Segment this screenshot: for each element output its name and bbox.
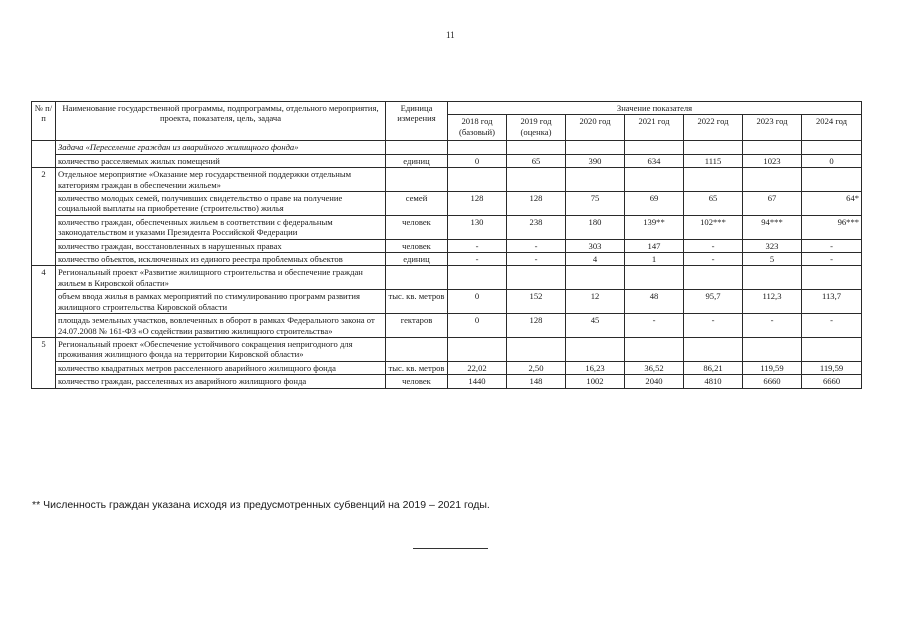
task-row — [32, 141, 862, 154]
value-cell: - — [507, 239, 566, 252]
value-cell: - — [684, 239, 743, 252]
value-cell: 45 — [566, 314, 625, 338]
value-cell: - — [743, 314, 802, 338]
value-cell: 67 — [743, 192, 802, 216]
value-cell: - — [802, 314, 862, 338]
indicator-unit: человек — [386, 239, 448, 252]
value-cell: 0 — [448, 290, 507, 314]
value-cell: 36,52 — [625, 361, 684, 374]
value-cell: 390 — [566, 154, 625, 167]
value-cell: 94*** — [743, 215, 802, 239]
header-values: Значение показателя — [448, 102, 862, 115]
indicator-name: площадь земельных участков, вовлеченных в оборот в рамках Федерального закона от 24.07.2008 № 161-ФЗ «О содействии развитию жилищного строительства» — [56, 314, 386, 338]
section-row — [32, 337, 862, 361]
indicator-name: количество расселяемых жилых помещений — [56, 154, 386, 167]
header-row-1 — [32, 102, 862, 115]
task-header: Задача «Переселение граждан из аварийного жилищного фонда» — [56, 141, 386, 154]
table-row — [32, 361, 862, 374]
table-row — [32, 192, 862, 216]
value-cell: 128 — [507, 314, 566, 338]
table-row — [32, 215, 862, 239]
value-cell: 0 — [448, 154, 507, 167]
value-cell: 1002 — [566, 375, 625, 388]
table-row — [32, 154, 862, 167]
header-year: 2024 год — [802, 115, 862, 141]
section-number: 5 — [32, 337, 56, 388]
indicator-unit: человек — [386, 375, 448, 388]
value-cell: - — [684, 253, 743, 266]
indicator-unit: гектаров — [386, 314, 448, 338]
value-cell: - — [507, 253, 566, 266]
table-row — [32, 239, 862, 252]
value-cell: 65 — [507, 154, 566, 167]
indicator-unit: человек — [386, 215, 448, 239]
indicator-name: количество граждан, расселенных из аварийного жилищного фонда — [56, 375, 386, 388]
section-number: 4 — [32, 266, 56, 337]
indicator-unit: единиц — [386, 253, 448, 266]
value-cell: 4810 — [684, 375, 743, 388]
indicator-name: объем ввода жилья в рамках мероприятий по стимулированию программ развития жилищного строительства Кировской области — [56, 290, 386, 314]
indicator-table — [31, 101, 862, 389]
value-cell: 119,59 — [802, 361, 862, 374]
value-cell: 1 — [625, 253, 684, 266]
header-year: 2022 год — [684, 115, 743, 141]
value-cell: 6660 — [743, 375, 802, 388]
value-cell: 2,50 — [507, 361, 566, 374]
table-row — [32, 314, 862, 338]
value-cell: 1023 — [743, 154, 802, 167]
value-cell: 0 — [802, 154, 862, 167]
value-cell: 147 — [625, 239, 684, 252]
value-cell: 238 — [507, 215, 566, 239]
section-number: 2 — [32, 168, 56, 266]
value-cell: 86,21 — [684, 361, 743, 374]
table-row — [32, 290, 862, 314]
value-cell: 69 — [625, 192, 684, 216]
value-cell: - — [448, 253, 507, 266]
header-year: 2018 год (базовый) — [448, 115, 507, 141]
value-cell: 48 — [625, 290, 684, 314]
value-cell: 148 — [507, 375, 566, 388]
value-cell: 0 — [448, 314, 507, 338]
page-number: 11 — [446, 30, 455, 40]
value-cell: 65 — [684, 192, 743, 216]
value-cell: 16,23 — [566, 361, 625, 374]
table-row — [32, 375, 862, 388]
value-cell: 5 — [743, 253, 802, 266]
value-cell: - — [802, 239, 862, 252]
value-cell: 6660 — [802, 375, 862, 388]
value-cell: 4 — [566, 253, 625, 266]
value-cell: 96*** — [802, 215, 862, 239]
value-cell: 75 — [566, 192, 625, 216]
section-name: Региональный проект «Обеспечение устойчивого сокращения непригодного для проживания жилищного фонда на территории Кировской области» — [56, 337, 386, 361]
header-year: 2023 год — [743, 115, 802, 141]
header-year: 2019 год (оценка) — [507, 115, 566, 141]
value-cell: 119,59 — [743, 361, 802, 374]
indicator-name: количество квадратных метров расселенного аварийного жилищного фонда — [56, 361, 386, 374]
section-name: Региональный проект «Развитие жилищного строительства и обеспечение граждан жильем в Кировской области» — [56, 266, 386, 290]
indicator-unit: тыс. кв. метров — [386, 361, 448, 374]
value-cell: 180 — [566, 215, 625, 239]
value-cell: 303 — [566, 239, 625, 252]
section-row — [32, 266, 862, 290]
header-name: Наименование государственной программы, подпрограммы, отдельного мероприятия, проекта, показателя, цель, задача — [56, 102, 386, 141]
value-cell: 64* — [802, 192, 862, 216]
value-cell: 1440 — [448, 375, 507, 388]
value-cell: - — [802, 253, 862, 266]
header-year: 2020 год — [566, 115, 625, 141]
value-cell: 22,02 — [448, 361, 507, 374]
value-cell: - — [448, 239, 507, 252]
section-row — [32, 168, 862, 192]
value-cell: - — [625, 314, 684, 338]
value-cell: 113,7 — [802, 290, 862, 314]
value-cell: 112,3 — [743, 290, 802, 314]
value-cell: 1115 — [684, 154, 743, 167]
value-cell: 152 — [507, 290, 566, 314]
value-cell: - — [684, 314, 743, 338]
table-row — [32, 253, 862, 266]
value-cell: 2040 — [625, 375, 684, 388]
footnote: ** Численность граждан указана исходя из предусмотренных субвенций на 2019 – 2021 годы. — [32, 499, 490, 511]
section-name: Отдельное мероприятие «Оказание мер государственной поддержки отдельным категориям граждан в обеспечении жильем» — [56, 168, 386, 192]
indicator-name: количество граждан, обеспеченных жильем в соответствии с федеральным законодательством и указами Президента Российской Федерации — [56, 215, 386, 239]
separator-line — [413, 548, 488, 549]
header-num: № п/п — [32, 102, 56, 141]
indicator-unit: тыс. кв. метров — [386, 290, 448, 314]
value-cell: 128 — [507, 192, 566, 216]
value-cell: 323 — [743, 239, 802, 252]
value-cell: 130 — [448, 215, 507, 239]
indicator-name: количество граждан, восстановленных в нарушенных правах — [56, 239, 386, 252]
indicator-name: количество объектов, исключенных из единого реестра проблемных объектов — [56, 253, 386, 266]
indicator-name: количество молодых семей, получивших свидетельство о праве на получение социальной выплаты на приобретение (строительство) жилья — [56, 192, 386, 216]
value-cell: 12 — [566, 290, 625, 314]
value-cell: 95,7 — [684, 290, 743, 314]
value-cell: 128 — [448, 192, 507, 216]
header-year: 2021 год — [625, 115, 684, 141]
indicator-unit: единиц — [386, 154, 448, 167]
value-cell: 102*** — [684, 215, 743, 239]
value-cell: 634 — [625, 154, 684, 167]
indicator-unit: семей — [386, 192, 448, 216]
value-cell: 139** — [625, 215, 684, 239]
header-unit: Единица измерения — [386, 102, 448, 141]
